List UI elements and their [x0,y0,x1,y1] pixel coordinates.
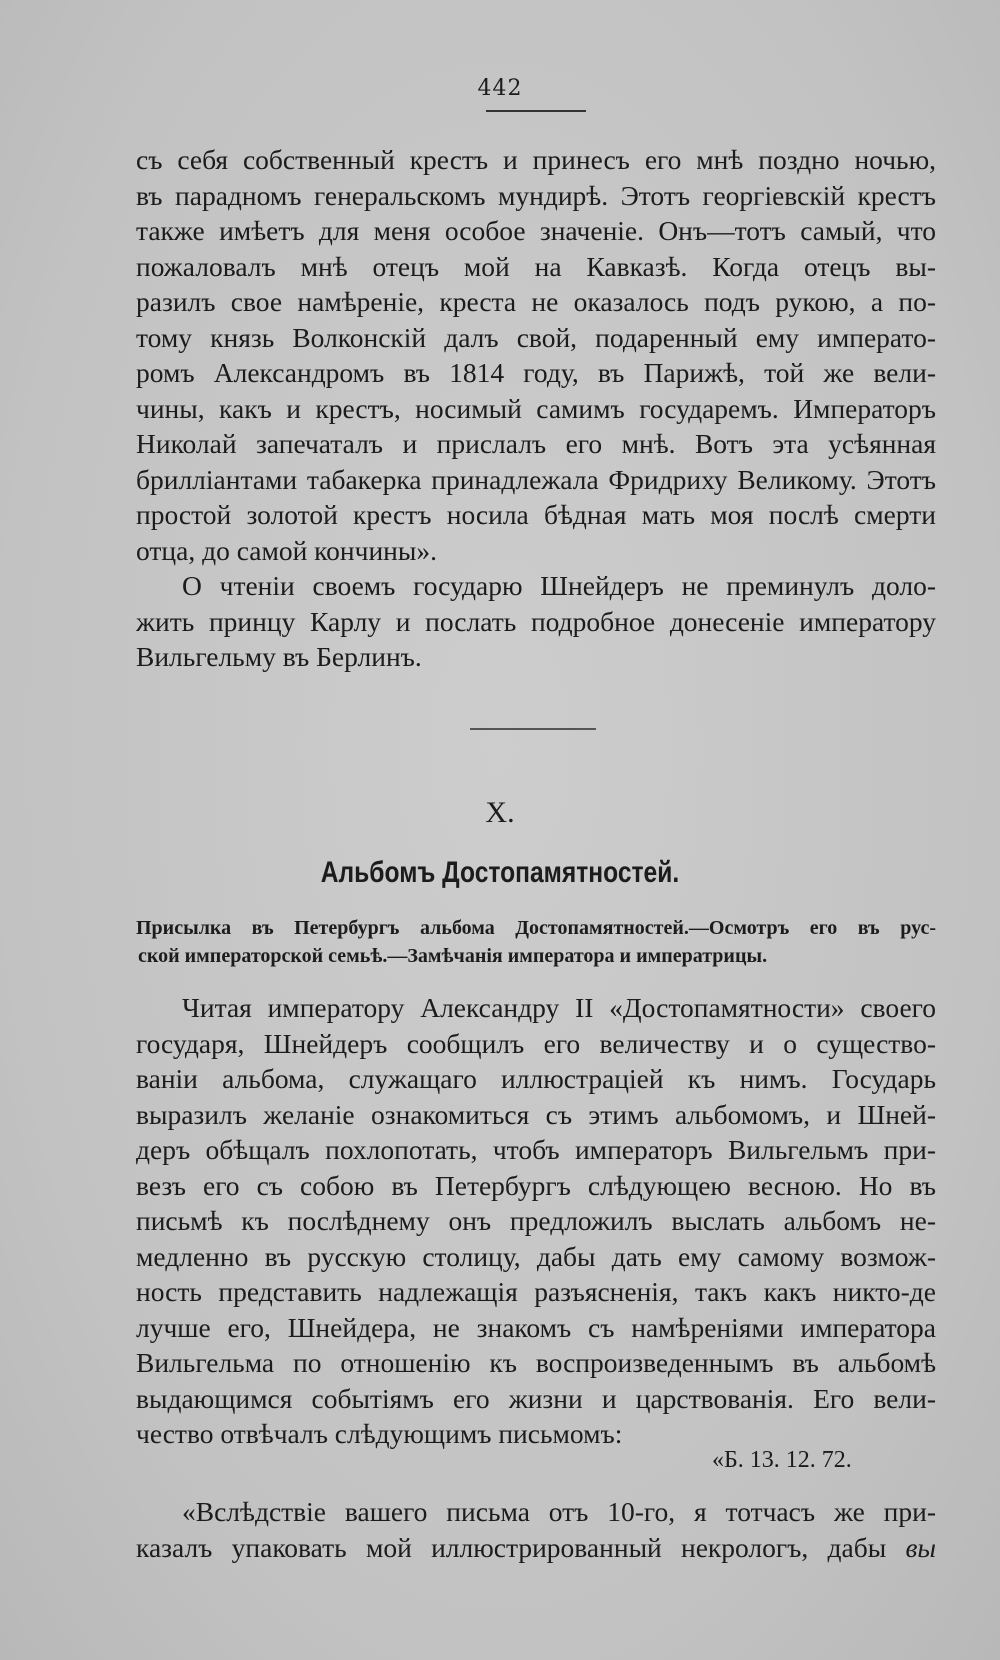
text-line: чество отвѣчалъ слѣдующимъ письмомъ: [136,1418,623,1449]
text-line: Вильгельма по отношенію къ воспроизведеннымъ въ альбомѣ [136,1347,936,1378]
paragraph-album [136,990,936,1452]
text-line [136,1530,936,1566]
section-title: Альбомъ Достопамятностей. [320,856,680,889]
text-line: тому князь Волконскій далъ свой, подаренный ему императо- [136,321,936,353]
section-summary [136,914,936,970]
text-line: лучше его, Шнейдера, не знакомъ съ намѣреніями императора [136,1311,936,1343]
text-line: выразилъ желаніе ознакомиться съ этимъ альбомомъ, и Шней- [136,1098,936,1130]
paragraph-letter [136,1494,936,1565]
page-number: 442 [477,76,523,101]
text-line: «Вслѣдствіе вашего письма отъ 10-го, я тотчасъ же при- [182,1496,936,1527]
text-line: Читая императору Александру II «Достопамятности» своего [182,992,936,1023]
text-line: Николай запечаталъ и прислалъ его мнѣ. Вотъ эта усѣянная [136,428,936,459]
text-line: отца, до самой кончины». [136,534,437,566]
text-line: ность представить надлежащія разъясненія, такъ какъ никто-де [136,1276,936,1307]
text-line: медленно въ русскую столицу, дабы дать ему самому возмож- [136,1240,936,1272]
text-line: Вильгельму въ Берлинъ. [136,641,422,672]
text-line-main: казалъ упаковать мой иллюстрированный некрологъ, дабы [136,1531,887,1563]
text-line: жить принцу Карлу и послать подробное донесеніе императору [136,605,936,637]
text-line: въ парадномъ генеральскомъ мундирѣ. Этотъ георгіевскій крестъ [136,179,936,211]
page-number-rule [486,110,586,112]
paragraph-continued-quote [136,142,936,568]
text-line: также имѣетъ для меня особое значеніе. Онъ—тотъ самый, что [136,215,936,246]
letter-date: «Б. 13. 12. 72. [712,1447,852,1473]
text-line: О чтеніи своемъ государю Шнейдеръ не преминулъ доло- [182,570,936,601]
text-line: государя, Шнейдеръ сообщилъ его величеству и о существо- [136,1027,936,1059]
italic-word: вы [905,1531,936,1563]
text-line: ваніи альбома, служащаго иллюстраціей къ нимъ. Государь [136,1063,936,1094]
text-line: письмѣ къ послѣднему онъ предложилъ выслать альбомъ не- [136,1205,936,1236]
text-line: съ себя собственный крестъ и принесъ его мнѣ поздно ночью, [136,144,936,175]
text-line: разилъ свое намѣреніе, креста не оказалось подъ рукою, а по- [136,286,936,317]
text-line: выдающимся событіямъ его жизни и царствованія. Его вели- [136,1382,936,1414]
summary-line: Присылка въ Петербургъ альбома Достопамятностей.—Осмотръ его въ рус- [136,917,936,939]
section-divider [470,728,596,730]
paragraph-report [136,568,936,675]
text-line: ромъ Александромъ въ 1814 году, въ Парижѣ, той же вели- [136,357,936,388]
text-line: пожаловалъ мнѣ отецъ мой на Кавказѣ. Когда отецъ вы- [136,250,936,282]
text-line: деръ обѣщалъ похлопотать, чтобъ императоръ Вильгельмъ при- [136,1134,936,1165]
text-line: чины, какъ и крестъ, носимый самимъ государемъ. Императоръ [136,392,936,424]
text-line: простой золотой крестъ носила бѣдная мать моя послѣ смерти [136,499,936,530]
summary-line: ской императорской семьѣ.—Замѣчанія императора и императрицы. [138,945,768,967]
text-line: везъ его съ собою въ Петербургъ слѣдующею весною. Но въ [136,1169,936,1201]
section-number: X. [485,796,515,829]
text-line: брилліантами табакерка принадлежала Фридриху Великому. Этотъ [136,463,936,495]
